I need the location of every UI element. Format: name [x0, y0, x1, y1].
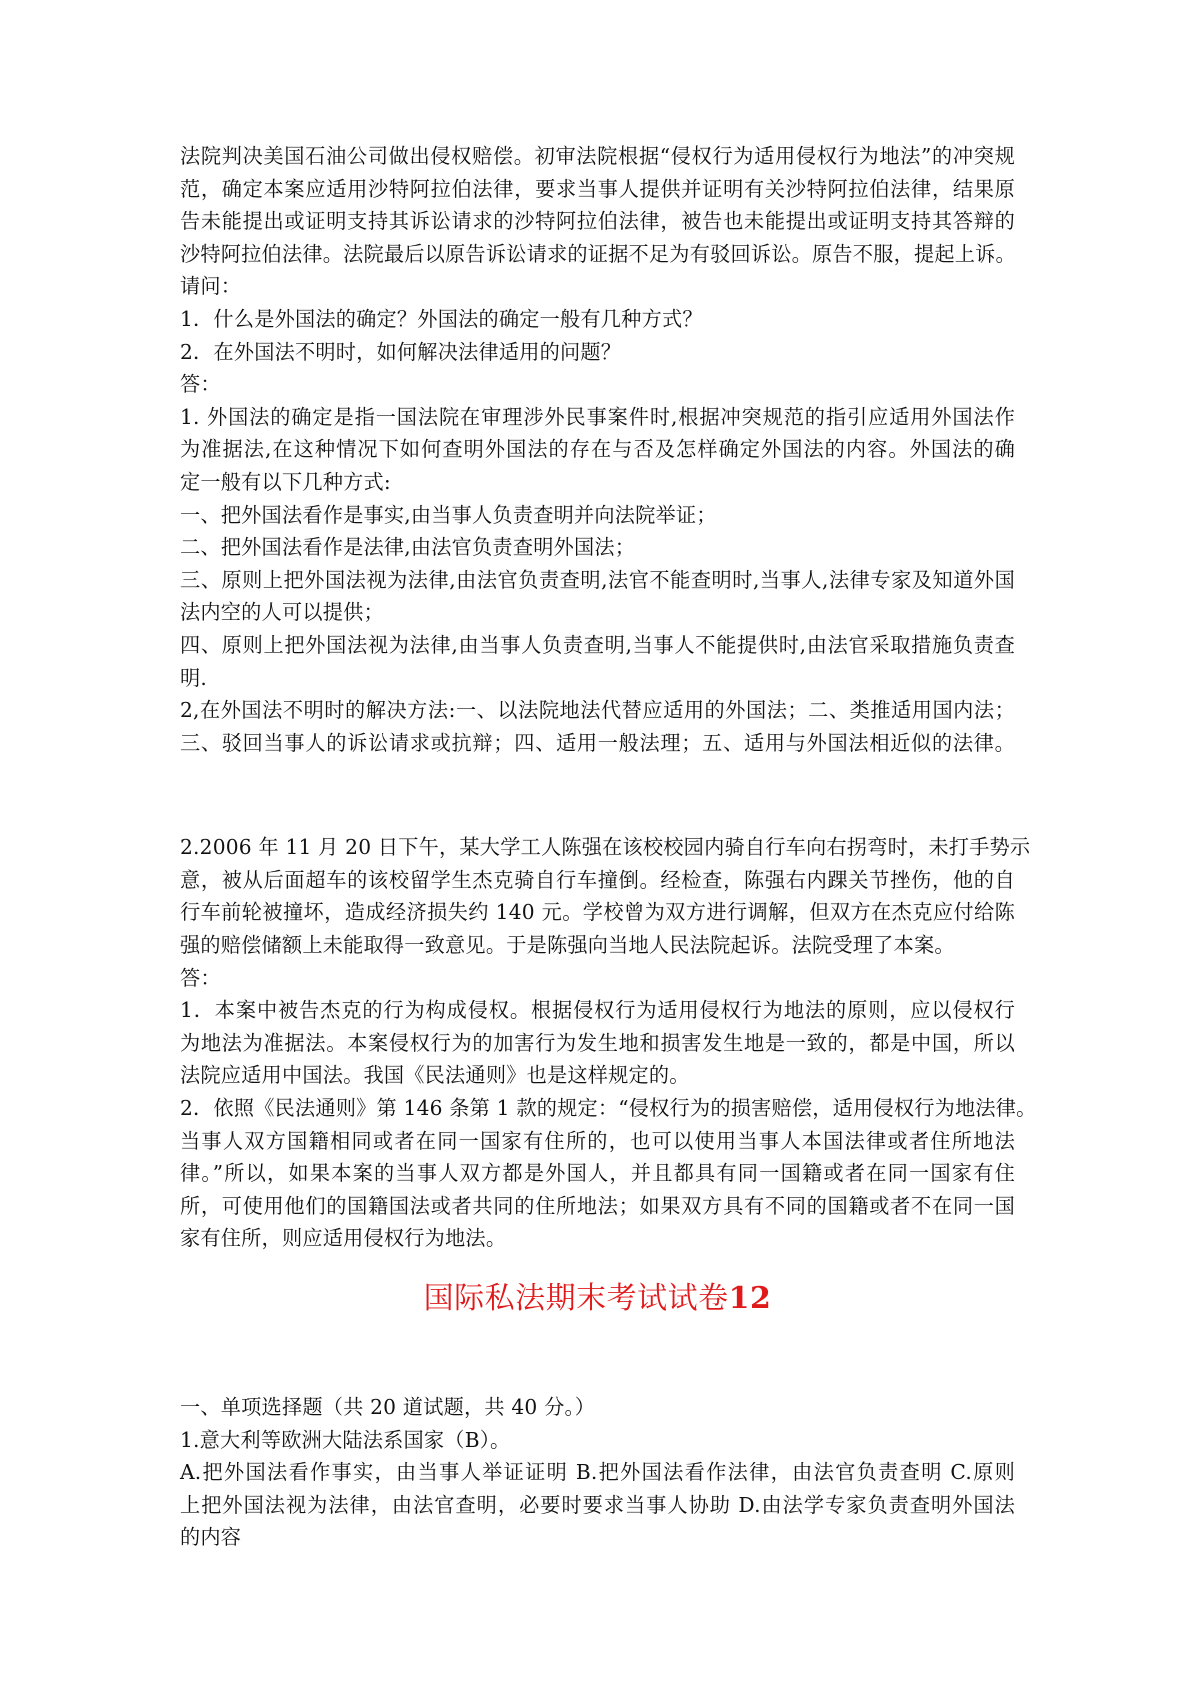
answer-line: 所，可使用他们的国籍国法或者共同的住所地法；如果双方具有不同的国籍或者不在同一国 [180, 1193, 1015, 1218]
answer-line: 当事人双方国籍相同或者在同一国家有住所的，也可以使用当事人本国法律或者住所地法 [180, 1128, 1015, 1153]
answer-line: 律。”所以，如果本案的当事人双方都是外国人，并且都具有同一国籍或者在同一国家有住 [180, 1161, 1015, 1186]
answer-line: 定一般有以下几种方式: [180, 469, 391, 494]
paragraph-line: 告未能提出或证明支持其诉讼请求的沙特阿拉伯法律，被告也未能提出或证明支持其答辩的 [180, 209, 1015, 234]
paragraph-line: 行车前轮被撞坏，造成经济损失约 140 元。学校曾为双方进行调解，但双方在杰克应付给陈 [180, 900, 1015, 925]
exam-title [180, 1279, 1015, 1319]
question-list [180, 303, 1015, 368]
part-heading: 一、单项选择题（共 20 道试题，共 40 分。） [180, 1395, 596, 1419]
paragraph-line: 2.2006 年 11 月 20 日下午，某大学工人陈强在该校校园内骑自行车向右拐弯时，未打手势示 [180, 835, 1031, 860]
answer-line: 三、驳回当事人的诉讼请求或抗辩；四、适用一般法理；五、适用与外国法相近似的法律。 [180, 730, 1015, 755]
option-line: 上把外国法视为法律，由法官查明，必要时要求当事人协助 D.由法学专家负责查明外国法 [180, 1492, 1015, 1517]
case-paragraph [180, 140, 1015, 270]
option-line: A.把外国法看作事实，由当事人举证证明 B.把外国法看作法律，由法官负责查明 C.原则 [180, 1460, 1015, 1485]
exam-title-text: 国际私法期末考试试卷 [423, 1281, 729, 1316]
case-paragraph-2 [180, 831, 1031, 961]
ask-label: 请问： [180, 274, 242, 299]
option-line: 的内容 [180, 1525, 242, 1550]
answer-line: 法院应适用中国法。我国《民法通则》也是这样规定的。 [180, 1063, 690, 1088]
document-page [180, 140, 1037, 1554]
title-spacer [180, 1319, 1015, 1391]
answer-line: 为地法为准据法。本案侵权行为的加害行为发生地和损害发生地是一致的，都是中国，所以 [180, 1030, 1015, 1055]
answer-line: 四、原则上把外国法视为法律,由当事人负责查明,当事人不能提供时,由法官采取措施负责查 [180, 632, 1015, 657]
paragraph-line: 范，确定本案应适用沙特阿拉伯法律，要求当事人提供并证明有关沙特阿拉伯法律，结果原 [180, 176, 1015, 201]
answer-line: 2,在外国法不明时的解决方法:一、以法院地法代替应适用的外国法；二、类推适用国内法； [180, 698, 1015, 723]
answer-block-2 [180, 994, 1037, 1255]
paragraph-line: 沙特阿拉伯法律。法院最后以原告诉讼请求的证据不足为有驳回诉讼。原告不服，提起上诉。 [180, 241, 1016, 266]
section-spacer [180, 759, 1015, 831]
question-item: 1．什么是外国法的确定？外国法的确定一般有几种方式？ [180, 306, 703, 331]
question-options [180, 1456, 1015, 1554]
answer-label: 答： [180, 965, 221, 990]
answer-line: 三、原则上把外国法视为法律,由法官负责查明,法官不能查明时,当事人,法律专家及知道外国 [180, 567, 1015, 592]
answer-label: 答： [180, 372, 221, 397]
paragraph-line: 意，被从后面超车的该校留学生杰克骑自行车撞倒。经检查，陈强右内踝关节挫伤，他的自 [180, 867, 1015, 892]
title-spacer [180, 1255, 1015, 1279]
answer-block [180, 401, 1015, 760]
answer-line: 家有住所，则应适用侵权行为地法。 [180, 1226, 507, 1251]
question-item: 2．在外国法不明时，如何解决法律适用的问题？ [180, 339, 622, 364]
answer-line: 一、把外国法看作是事实,由当事人负责查明并向法院举证； [180, 502, 717, 527]
answer-line: 1. 外国法的确定是指一国法院在审理涉外民事案件时,根据冲突规范的指引应适用外国法作 [180, 404, 1015, 429]
answer-line: 为准据法,在这种情况下如何查明外国法的存在与否及怎样确定外国法的内容。外国法的确 [180, 437, 1015, 462]
answer-line: 二、把外国法看作是法律,由法官负责查明外国法； [180, 535, 636, 560]
answer-line: 2．依照《民法通则》第 146 条第 1 款的规定：“侵权行为的损害赔偿，适用侵权行为地法律。 [180, 1096, 1037, 1121]
paragraph-line: 强的赔偿储额上未能取得一致意见。于是陈强向当地人民法院起诉。法院受理了本案。 [180, 933, 955, 958]
answer-line: 明. [180, 665, 208, 690]
exam-title-number: 12 [728, 1281, 772, 1316]
paragraph-line: 法院判决美国石油公司做出侵权赔偿。初审法院根据“侵权行为适用侵权行为地法”的冲突规 [180, 144, 1015, 168]
question-stem: 1.意大利等欧洲大陆法系国家（B）。 [180, 1427, 511, 1452]
answer-line: 法内空的人可以提供； [180, 600, 384, 625]
answer-line: 1．本案中被告杰克的行为构成侵权。根据侵权行为适用侵权行为地法的原则，应以侵权行 [180, 998, 1015, 1023]
